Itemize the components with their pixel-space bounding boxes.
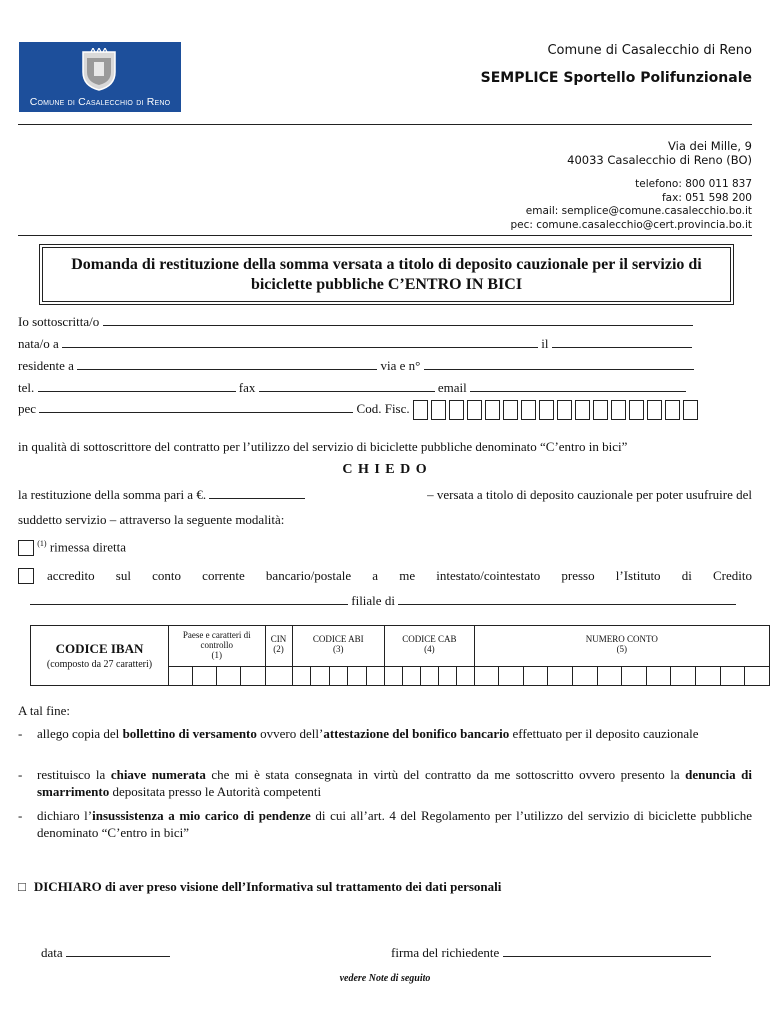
iban-subtitle: (composto da 27 caratteri) [46, 659, 153, 670]
chiedo-heading: C H I E D O [342, 462, 428, 477]
footer-note: vedere Note di seguito [339, 973, 431, 984]
form-title: Domanda di restituzione della somma versata a titolo di deposito cauzionale per il servizio di biciclette pubbliche C’ENTRO IN BICI [42, 247, 731, 302]
codfisc-char-box[interactable] [575, 400, 590, 420]
iban-char-cell[interactable] [420, 667, 438, 686]
iban-char-cell[interactable] [499, 667, 524, 686]
label-nato: nata/o a [18, 336, 59, 351]
codfisc-char-box[interactable] [593, 400, 608, 420]
iban-col-paese-num: (1) [211, 650, 222, 660]
checkbox-accredito[interactable] [18, 568, 34, 584]
list-item-allego [18, 725, 752, 742]
field-firma [391, 944, 711, 962]
label-email: email [437, 380, 467, 395]
input-nato[interactable] [62, 335, 538, 348]
iban-char-cell[interactable] [720, 667, 745, 686]
iban-col-conto-num: (5) [616, 644, 628, 654]
label-data: data [41, 945, 63, 960]
phone: telefono: 800 011 837 [635, 178, 752, 190]
iban-col-abi-num: (3) [333, 644, 344, 654]
input-istituto[interactable] [30, 592, 348, 605]
codfisc-char-box[interactable] [665, 400, 680, 420]
label-accredito: accredito sul conto corrente bancario/postale a me intestato/cointestato presso l’Istituto di Credito [47, 568, 752, 583]
iban-char-cell[interactable] [217, 667, 241, 686]
field-residente [18, 357, 694, 375]
iban-col-paese-label: Paese e caratteri di controllo [182, 630, 251, 650]
iban-char-cell[interactable] [366, 667, 385, 686]
input-firma[interactable] [503, 944, 711, 957]
codfisc-char-box[interactable] [467, 400, 482, 420]
option-accredito[interactable] [18, 567, 752, 585]
input-data[interactable] [66, 944, 170, 957]
iban-char-cell[interactable] [548, 667, 573, 686]
codfisc-char-box[interactable] [629, 400, 644, 420]
address-line2: 40033 Casalecchio di Reno (BO) [567, 153, 752, 167]
input-il[interactable] [552, 335, 692, 348]
iban-char-cell[interactable] [438, 667, 456, 686]
modalita-text: suddetto servizio – attraverso la seguente modalità: [18, 512, 285, 527]
list-item-text: restituisco la chiave numerata che mi è stata consegnata in virtù del contratto da me sottoscritto ovvero presento la denuncia di smarrimento depositata presso le Autorità competenti [37, 767, 753, 799]
list-item-text: dichiaro l’insussistenza a mio carico di pendenze di cui all’art. 4 del Regolamento per l’utilizzo del servizio di biciclette pubbliche denominato “C’entro in bici” [37, 808, 752, 840]
iban-col-paese [169, 626, 266, 667]
qualita-text: in qualità di sottoscrittore del contratto per l’utilizzo del servizio di biciclette pubbliche denominato “C’entro in bici” [18, 439, 628, 454]
iban-char-cell[interactable] [311, 667, 330, 686]
iban-char-cell[interactable] [292, 667, 311, 686]
label-rimessa: rimessa diretta [49, 539, 126, 555]
list-item-chiave [18, 766, 752, 800]
iban-table [30, 625, 770, 686]
iban-char-cell[interactable] [456, 667, 474, 686]
field-nato [18, 335, 692, 353]
email: email: semplice@comune.casalecchio.bo.it [525, 205, 752, 217]
iban-col-abi-label: CODICE ABI [312, 634, 364, 644]
codfisc-char-box[interactable] [521, 400, 536, 420]
list-item-pendenze [18, 807, 752, 841]
codfisc-char-box[interactable] [449, 400, 464, 420]
iban-char-cell[interactable] [597, 667, 622, 686]
iban-col-conto-label: NUMERO CONTO [585, 634, 658, 644]
checkbox-privacy[interactable]: □ [18, 879, 26, 894]
iban-col-cab [385, 626, 475, 667]
iban-char-cell[interactable] [622, 667, 647, 686]
input-fax[interactable] [259, 379, 435, 392]
label-fax: fax [238, 380, 256, 395]
restituzione-label: la restituzione della somma pari a €. [18, 487, 207, 502]
bullet-dash: - [18, 767, 23, 782]
label-residente: residente a [18, 358, 74, 373]
restituzione-text: – versata a titolo di deposito cauzionale per poter usufruire del [427, 487, 752, 502]
field-banca [30, 592, 736, 610]
iban-col-cin-label: CIN [270, 634, 287, 644]
iban-title: CODICE IBAN [55, 641, 144, 656]
bullet-dash: - [18, 808, 23, 823]
codfisc-char-box[interactable] [413, 400, 428, 420]
iban-char-cell[interactable] [402, 667, 420, 686]
codfisc-char-box[interactable] [431, 400, 446, 420]
iban-char-cell[interactable] [385, 667, 403, 686]
field-pec-cf [18, 400, 701, 420]
codfisc-char-box[interactable] [611, 400, 626, 420]
coat-of-arms-icon [77, 48, 121, 92]
header-rule [18, 124, 752, 125]
iban-col-cab-label: CODICE CAB [402, 634, 457, 644]
address-line1: Via dei Mille, 9 [668, 139, 752, 153]
iban-col-cab-num: (4) [424, 644, 435, 654]
field-sottoscritto [18, 313, 693, 331]
list-item-text: allego copia del bollettino di versamento ovvero dell’attestazione del bonifico bancario effettuato per il deposito cauzionale [37, 726, 699, 741]
iban-char-cell[interactable] [523, 667, 548, 686]
label-filiale: filiale di [351, 593, 395, 608]
dichiaro-text: DICHIARO di aver preso visione dell’Informativa sul trattamento dei dati personali [33, 879, 502, 894]
iban-char-cell[interactable] [646, 667, 671, 686]
iban-char-cell[interactable] [695, 667, 720, 686]
input-sottoscritto[interactable] [103, 313, 693, 326]
input-tel[interactable] [38, 379, 236, 392]
input-residente[interactable] [77, 357, 377, 370]
iban-col-abi [292, 626, 385, 667]
label-via: via e n° [380, 358, 421, 373]
codfisc-char-box[interactable] [557, 400, 572, 420]
fax: fax: 051 598 200 [661, 192, 752, 204]
logo-text: Comune di Casalecchio di Reno [29, 96, 171, 108]
codfisc-char-box[interactable] [485, 400, 500, 420]
municipality-logo [19, 42, 181, 112]
iban-col-cin-num: (2) [273, 644, 284, 654]
iban-char-cell[interactable] [265, 667, 292, 686]
checkbox-rimessa[interactable] [18, 540, 34, 556]
label-codfisc: Cod. Fisc. [356, 401, 410, 416]
iban-label-cell [31, 626, 169, 686]
dichiaro-privacy[interactable] [18, 878, 501, 895]
codfisc-char-box[interactable] [647, 400, 662, 420]
iban-char-cell[interactable] [348, 667, 367, 686]
label-il: il [541, 336, 549, 351]
bullet-dash: - [18, 726, 23, 741]
iban-char-cell[interactable] [193, 667, 217, 686]
input-via[interactable] [424, 357, 694, 370]
iban-char-cell[interactable] [671, 667, 696, 686]
iban-char-cell[interactable] [745, 667, 770, 686]
option-rimessa[interactable] [18, 535, 126, 556]
codfisc-char-box[interactable] [539, 400, 554, 420]
office-name: SEMPLICE Sportello Polifunzionale [480, 70, 752, 86]
a-tal-fine: A tal fine: [18, 703, 70, 718]
codfisc-char-box[interactable] [683, 400, 698, 420]
iban-col-conto [474, 626, 769, 667]
field-contacts [18, 379, 686, 397]
field-data [41, 944, 170, 962]
label-tel: tel. [18, 380, 35, 395]
label-sottoscritto: Io sottoscritta/o [18, 314, 100, 329]
form-title-box [39, 244, 734, 305]
iban-char-cell[interactable] [573, 667, 598, 686]
pec: pec: comune.casalecchio@cert.provincia.bo.it [510, 219, 752, 231]
iban-char-cell[interactable] [329, 667, 348, 686]
input-importo[interactable] [209, 486, 305, 499]
input-filiale[interactable] [398, 592, 736, 605]
label-firma: firma del richiedente [391, 945, 500, 960]
iban-char-cell[interactable] [241, 667, 265, 686]
input-pec[interactable] [39, 400, 353, 413]
note-ref-1: (1) [37, 539, 47, 548]
header-rule-2 [18, 235, 752, 236]
iban-col-cin [265, 626, 292, 667]
iban-char-cell[interactable] [169, 667, 193, 686]
org-name: Comune di Casalecchio di Reno [547, 43, 752, 58]
label-pec: pec [18, 401, 37, 416]
codfisc-boxes[interactable] [413, 401, 701, 416]
input-email[interactable] [470, 379, 686, 392]
iban-char-cell[interactable] [474, 667, 499, 686]
restituzione-line [18, 486, 752, 504]
codfisc-char-box[interactable] [503, 400, 518, 420]
